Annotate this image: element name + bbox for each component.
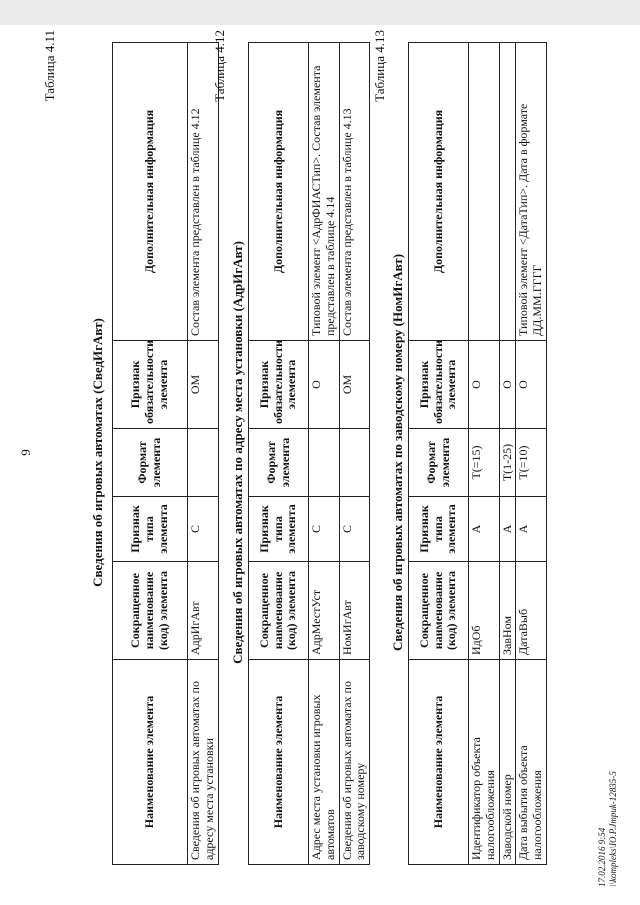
cell: Состав элемента представлен в таблице 4.12 — [188, 43, 219, 341]
page-number: 9 — [18, 449, 33, 456]
header-cell: Признак обязательности элемента — [409, 341, 469, 429]
table-row — [499, 43, 516, 865]
header-cell: Признак обязательности элемента — [249, 341, 309, 429]
data-table — [248, 42, 370, 865]
header-row — [113, 43, 188, 865]
header-cell: Наименование элемента — [409, 660, 469, 865]
header-cell: Формат элемента — [409, 429, 469, 497]
cell: НомИгАвт — [339, 562, 370, 660]
header-cell: Признак типа элемента — [113, 497, 188, 562]
table-row — [516, 43, 547, 865]
table-row — [339, 43, 370, 865]
print-footer — [597, 771, 619, 887]
footer-timestamp: 17.02.2016 9:54 — [597, 827, 607, 887]
table-number: Таблица 4.11 — [42, 30, 57, 102]
header-cell: Признак обязательности элемента — [113, 341, 188, 429]
cell: С — [188, 497, 219, 562]
cell: О — [469, 341, 500, 429]
header-cell: Сокращенное наименование (код) элемента — [113, 562, 188, 660]
cell — [309, 429, 340, 497]
header-cell: Дополнительная информация — [409, 43, 469, 341]
cell — [188, 429, 219, 497]
cell — [499, 43, 516, 341]
table-title: Сведения об игровых автоматах по адресу места установки (АдрИгАвт) — [230, 241, 245, 664]
header-cell: Дополнительная информация — [113, 43, 188, 341]
table-row — [469, 43, 500, 865]
table-number: Таблица 4.13 — [372, 30, 387, 102]
cell: С — [339, 497, 370, 562]
cell: Т(=15) — [469, 429, 500, 497]
cell: ЗавНом — [499, 562, 516, 660]
header-cell: Сокращенное наименование (код) элемента — [409, 562, 469, 660]
cell: АдрМестУст — [309, 562, 340, 660]
header-cell: Дополнительная информация — [249, 43, 309, 341]
header-cell: Признак типа элемента — [249, 497, 309, 562]
header-cell: Наименование элемента — [113, 660, 188, 865]
table-row — [309, 43, 340, 865]
cell: А — [469, 497, 500, 562]
cell: О — [309, 341, 340, 429]
table-title: Сведения об игровых автоматах по заводскому номеру (НомИгАвт) — [390, 253, 405, 652]
footer-path: \\kompleks\IO.P.Jmpuk-12835-5 — [607, 771, 618, 887]
header-row — [249, 43, 309, 865]
cell: Дата выбытия объекта налогообложения — [516, 660, 547, 865]
cell: Типовой элемент <АдрФИАСТип>. Состав элемента представлен в таблице 4.14 — [309, 43, 340, 341]
cell: Идентификатор объекта налогообложения — [469, 660, 500, 865]
cell: О — [499, 341, 516, 429]
cell: Адрес места установки игровых автоматов — [309, 660, 340, 865]
cell: ИдОб — [469, 562, 500, 660]
cell: Состав элемента представлен в таблице 4.13 — [339, 43, 370, 341]
table-number: Таблица 4.12 — [212, 30, 227, 102]
cell: ОМ — [188, 341, 219, 429]
cell: Типовой элемент <ДатаТип>. Дата в формате ДД.ММ.ГГГГ — [516, 43, 547, 341]
cell: А — [499, 497, 516, 562]
cell: Т(1-25) — [499, 429, 516, 497]
table-row — [188, 43, 219, 865]
cell: С — [309, 497, 340, 562]
cell: ОМ — [339, 341, 370, 429]
data-table — [408, 42, 547, 865]
cell — [469, 43, 500, 341]
cell: Т(=10) — [516, 429, 547, 497]
cell: О — [516, 341, 547, 429]
cell: А — [516, 497, 547, 562]
header-cell: Сокращенное наименование (код) элемента — [249, 562, 309, 660]
table-title: Сведения об игровых автоматах (СведИгАвт) — [90, 318, 105, 587]
cell: АдрИгАвт — [188, 562, 219, 660]
header-row — [409, 43, 469, 865]
cell: Сведения об игровых автоматах по заводскому номеру — [339, 660, 370, 865]
cell: ДатаВыб — [516, 562, 547, 660]
cell — [339, 429, 370, 497]
cell: Сведения об игровых автоматах по адресу места установки — [188, 660, 219, 865]
data-table — [112, 42, 219, 865]
header-cell: Наименование элемента — [249, 660, 309, 865]
header-cell: Признак типа элемента — [409, 497, 469, 562]
cell: Заводской номер — [499, 660, 516, 865]
header-cell: Формат элемента — [113, 429, 188, 497]
header-cell: Формат элемента — [249, 429, 309, 497]
